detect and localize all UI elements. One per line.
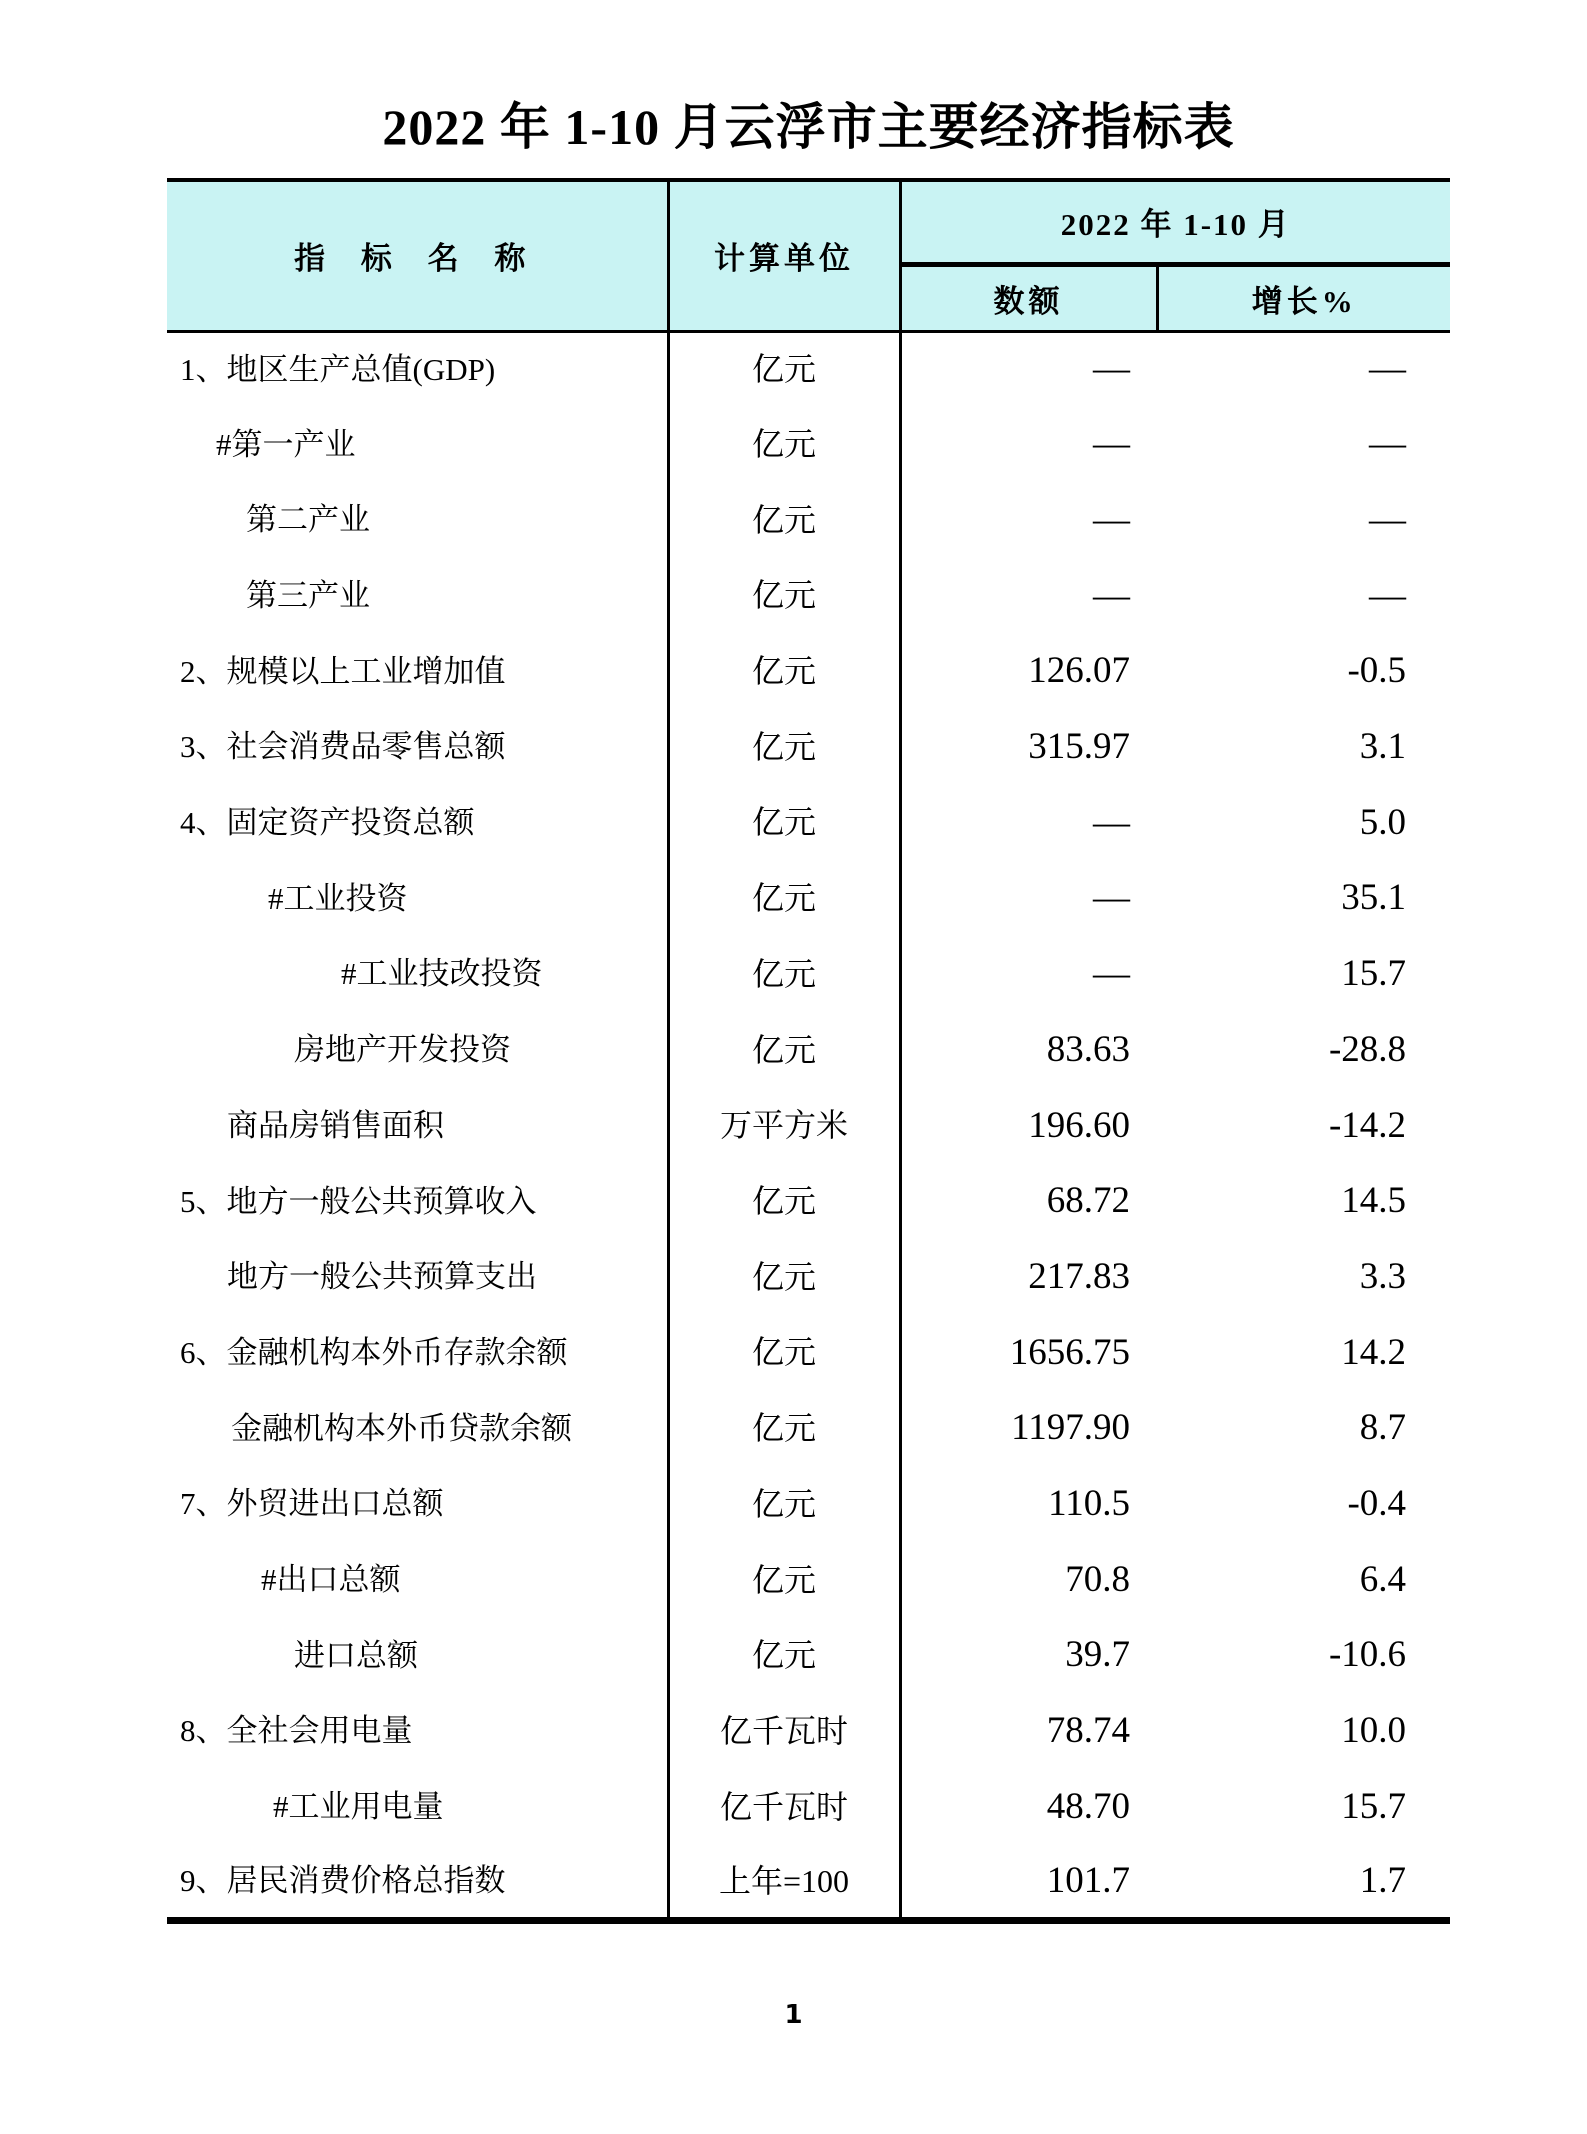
indicator-name-cell: #工业投资 [167, 861, 668, 937]
page-title: 2022 年 1-10 月云浮市主要经济指标表 [382, 99, 1235, 155]
indicator-name-cell: 第三产业 [167, 558, 668, 634]
amount-cell: 196.60 [1028, 1104, 1130, 1146]
indicator-name-cell: 地方一般公共预算支出 [167, 1239, 668, 1315]
table-row [167, 1769, 1450, 1845]
indicator-name-cell: 1、地区生产总值(GDP) [167, 331, 668, 407]
growth-cell: -28.8 [1328, 1028, 1407, 1070]
table-row [167, 1845, 1450, 1921]
indicator-name-cell: #工业技改投资 [167, 937, 668, 1013]
unit-cell: 亿千瓦时 [668, 1694, 900, 1770]
unit-cell: 亿千瓦时 [668, 1769, 900, 1845]
amount-cell: 48.70 [1046, 1785, 1130, 1827]
growth-cell: — [1369, 498, 1407, 540]
growth-cell: 8.7 [1359, 1407, 1407, 1449]
header-row-period [167, 180, 1450, 264]
indicator-name-cell: 商品房销售面积 [167, 1088, 668, 1164]
growth-cell: — [1369, 423, 1407, 465]
table-row [167, 1542, 1450, 1618]
unit-cell: 亿元 [668, 407, 900, 483]
table-row [167, 1088, 1450, 1164]
growth-cell: -10.6 [1328, 1634, 1407, 1676]
indicator-name-cell: 进口总额 [167, 1618, 668, 1694]
unit-cell: 上年=100 [668, 1845, 900, 1921]
amount-cell: 78.74 [1046, 1710, 1130, 1752]
indicator-name-cell: 4、固定资产投资总额 [167, 785, 668, 861]
growth-cell: 15.7 [1341, 953, 1407, 995]
growth-cell: 3.1 [1359, 726, 1407, 768]
page-number: 1 [784, 2000, 803, 2030]
amount-cell: 70.8 [1065, 1558, 1130, 1600]
table-row [167, 482, 1450, 558]
amount-cell: 315.97 [1028, 726, 1130, 768]
amount-cell: — [1093, 498, 1130, 540]
growth-cell: 3.3 [1359, 1255, 1407, 1297]
amount-cell: 1197.90 [1011, 1407, 1130, 1449]
growth-cell: 10.0 [1341, 1710, 1407, 1752]
growth-cell: -0.4 [1347, 1483, 1407, 1525]
table-row [167, 1694, 1450, 1770]
unit-cell: 亿元 [668, 558, 900, 634]
indicator-name-cell: #第一产业 [167, 407, 668, 483]
table-row [167, 1467, 1450, 1543]
table-row [167, 1315, 1450, 1391]
table-row [167, 558, 1450, 634]
table-row [167, 937, 1450, 1013]
column-header-unit: 计算单位 [668, 180, 900, 331]
amount-cell: — [1093, 801, 1130, 843]
amount-cell: — [1093, 574, 1130, 616]
indicator-name-cell: 8、全社会用电量 [167, 1694, 668, 1770]
table-row [167, 1618, 1450, 1694]
unit-cell: 亿元 [668, 861, 900, 937]
table-row [167, 1164, 1450, 1240]
growth-cell: 15.7 [1341, 1785, 1407, 1827]
table-row [167, 331, 1450, 407]
growth-cell: 14.5 [1341, 1180, 1407, 1222]
amount-cell: 217.83 [1028, 1255, 1130, 1297]
table-row [167, 710, 1450, 786]
amount-cell: 101.7 [1046, 1859, 1130, 1901]
indicator-name-cell: 5、地方一般公共预算收入 [167, 1164, 668, 1240]
table-row [167, 1239, 1450, 1315]
amount-cell: — [1093, 348, 1130, 390]
column-header-period: 2022 年 1-10 月 [900, 180, 1450, 264]
amount-cell: 39.7 [1065, 1634, 1130, 1676]
unit-cell: 亿元 [668, 1618, 900, 1694]
table-row [167, 634, 1450, 710]
unit-cell: 亿元 [668, 1542, 900, 1618]
unit-cell: 亿元 [668, 785, 900, 861]
table-row [167, 1391, 1450, 1467]
indicator-name-cell: 7、外贸进出口总额 [167, 1467, 668, 1543]
indicator-name-cell: 2、规模以上工业增加值 [167, 634, 668, 710]
amount-cell: 126.07 [1028, 650, 1130, 692]
economic-indicators-table [167, 178, 1450, 1924]
unit-cell: 亿元 [668, 710, 900, 786]
unit-cell: 万平方米 [668, 1088, 900, 1164]
table-body [167, 331, 1450, 1921]
indicator-name-cell: 房地产开发投资 [167, 1012, 668, 1088]
table-row [167, 1012, 1450, 1088]
unit-cell: 亿元 [668, 634, 900, 710]
column-header-amount: 数额 [900, 264, 1157, 331]
amount-cell: — [1093, 877, 1130, 919]
indicator-name-cell: #工业用电量 [167, 1769, 668, 1845]
growth-cell: 5.0 [1359, 801, 1407, 843]
amount-cell: 110.5 [1048, 1483, 1130, 1525]
unit-cell: 亿元 [668, 1315, 900, 1391]
amount-cell: — [1093, 423, 1130, 465]
unit-cell: 亿元 [668, 482, 900, 558]
growth-cell: 35.1 [1341, 877, 1407, 919]
indicator-name-cell: 第二产业 [167, 482, 668, 558]
growth-cell: — [1369, 348, 1407, 390]
growth-cell: 1.7 [1359, 1859, 1407, 1901]
table-row [167, 407, 1450, 483]
amount-cell: 83.63 [1046, 1028, 1130, 1070]
growth-cell: — [1369, 574, 1407, 616]
unit-cell: 亿元 [668, 937, 900, 1013]
indicator-name-cell: #出口总额 [167, 1542, 668, 1618]
indicator-name-cell: 金融机构本外币贷款余额 [167, 1391, 668, 1467]
unit-cell: 亿元 [668, 1239, 900, 1315]
unit-cell: 亿元 [668, 1164, 900, 1240]
indicator-name-cell: 3、社会消费品零售总额 [167, 710, 668, 786]
amount-cell: 68.72 [1046, 1180, 1130, 1222]
growth-cell: -0.5 [1347, 650, 1407, 692]
amount-cell: — [1093, 953, 1130, 995]
unit-cell: 亿元 [668, 1391, 900, 1467]
table-row [167, 785, 1450, 861]
unit-cell: 亿元 [668, 1012, 900, 1088]
column-header-growth: 增长% [1157, 264, 1450, 331]
table-header [167, 180, 1450, 331]
column-header-indicator-name: 指 标 名 称 [167, 180, 668, 331]
indicator-name-cell: 9、居民消费价格总指数 [167, 1845, 668, 1921]
growth-cell: 14.2 [1341, 1331, 1407, 1373]
unit-cell: 亿元 [668, 1467, 900, 1543]
unit-cell: 亿元 [668, 331, 900, 407]
indicator-name-cell: 6、金融机构本外币存款余额 [167, 1315, 668, 1391]
growth-cell: -14.2 [1328, 1104, 1407, 1146]
table-row [167, 861, 1450, 937]
amount-cell: 1656.75 [1009, 1331, 1130, 1373]
growth-cell: 6.4 [1359, 1558, 1407, 1600]
